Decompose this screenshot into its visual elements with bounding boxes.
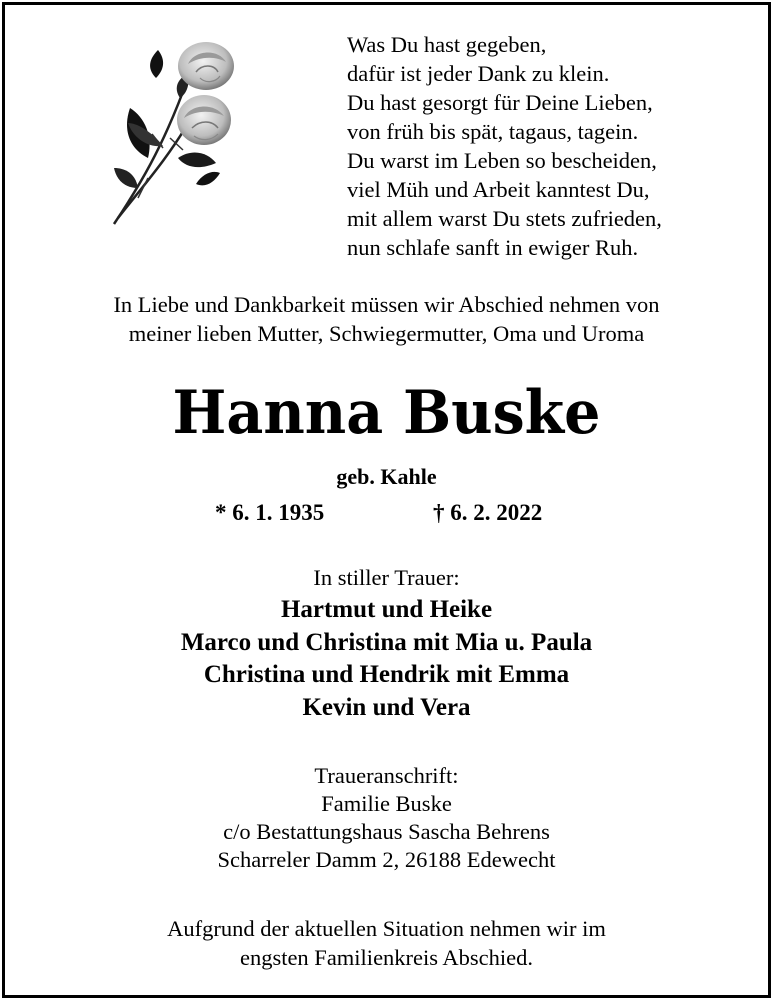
birth-date: * 6. 1. 1935 [215,500,325,525]
poem-line: viel Müh und Arbeit kanntest Du, [347,177,650,202]
poem-line: Du warst im Leben so bescheiden, [347,148,657,173]
note-line: Aufgrund der aktuellen Situation nehmen wir im [167,916,606,941]
poem-line: Du hast gesorgt für Deine Lieben, [347,90,653,115]
mourner-entry: Marco und Christina mit Mia u. Paula [180,628,593,656]
poem-line: nun schlafe sanft in ewiger Ruh. [347,235,639,260]
intro-line: In Liebe und Dankbarkeit müssen wir Abschied nehmen von [113,292,660,317]
address-line: Familie Buske [321,791,452,816]
maiden-name: geb. Kahle [336,464,437,489]
poem-line: dafür ist jeder Dank zu klein. [347,61,610,86]
mourning-address [0,762,773,874]
mourner-entry: Christina und Hendrik mit Emma [203,661,570,688]
poem-line: von früh bis spät, tagaus, tagein. [347,119,639,144]
address-line: Scharreler Damm 2, 26188 Edewecht [217,847,556,872]
death-date: † 6. 2. 2022 [433,500,543,525]
note-line: engsten Familienkreis Abschied. [239,945,534,970]
rose-icon [108,38,258,230]
poem-line: Was Du hast gegeben, [347,32,547,57]
intro-text [0,290,773,348]
intro-line: meiner lieben Mutter, Schwiegermutter, Oma und Uroma [128,321,645,346]
mourner-entry: Hartmut und Heike [280,596,493,623]
address-line: c/o Bestattungshaus Sascha Behrens [223,819,550,844]
closing-note [0,914,773,972]
poem-line: mit allem warst Du stets zufrieden, [347,206,662,231]
mourning-label: In stiller Trauer: [313,565,460,590]
mourners-list [0,594,773,724]
mourner-entry: Kevin und Vera [302,693,471,721]
deceased-name: Hanna Buske [172,378,601,448]
address-label: Traueranschrift: [314,763,459,788]
life-dates [0,500,773,532]
poem [347,30,747,262]
